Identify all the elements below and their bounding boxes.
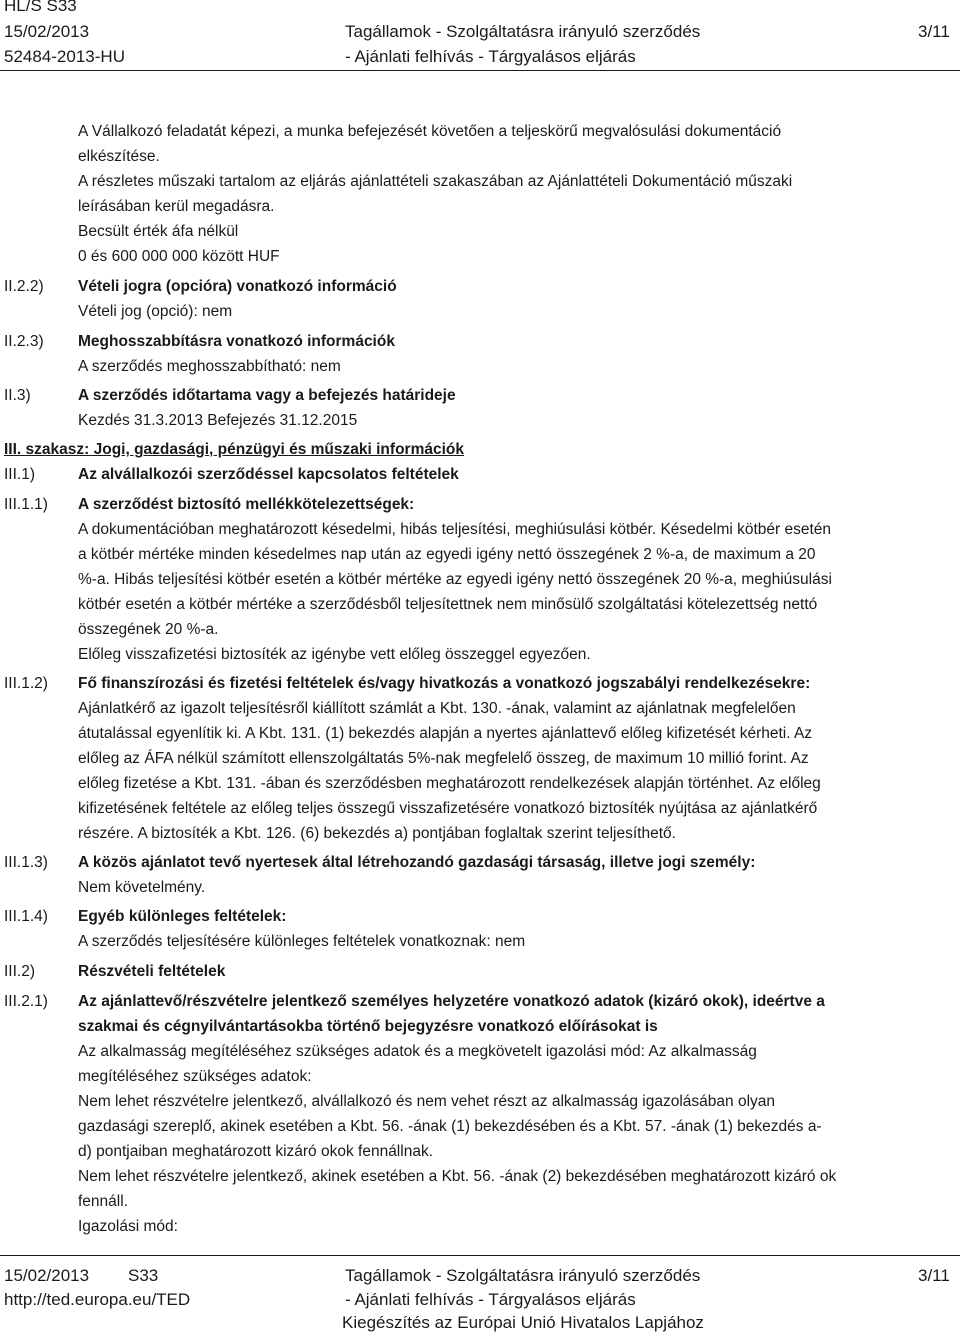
section-text: kötbér esetén a kötbér mértéke a szerződésből teljesítettnek nem minősülő szolgáltatási kötelezettség nettó (78, 596, 818, 613)
section-title: Egyéb különleges feltételek: (78, 908, 287, 925)
section-text: átutalással egyenlítik ki. A Kbt. 131. (1) bekezdés alapján a nyertes ajánlattevő előleg kifizetését kérheti. Az (78, 725, 813, 742)
section-number: III.1.4) (4, 908, 48, 925)
footer-title-line3: Kiegészítés az Európai Unió Hivatalos Lapjához (342, 1313, 704, 1332)
estimate-value: 0 és 600 000 000 között HUF (78, 248, 280, 265)
header-title-line1: Tagállamok - Szolgáltatásra irányuló szerződés (345, 22, 701, 41)
section-number: III.1) (4, 466, 36, 483)
section-text: A dokumentációban meghatározott késedelmi, hibás teljesítési, meghiúsulási kötbér. Késedelmi kötbér esetén (78, 521, 832, 538)
footer-page: 3/11 (918, 1266, 950, 1285)
section-number: III.1.1) (4, 496, 48, 513)
paragraph-line: A részletes műszaki tartalom az eljárás ajánlattételi szakaszában az Ajánlattételi Dokumentáció műszaki (78, 173, 793, 190)
section-text: összegének 20 %-a. (78, 621, 219, 638)
footer-title-line1: Tagállamok - Szolgáltatásra irányuló szerződés (345, 1266, 701, 1285)
section-number: III.2) (4, 963, 36, 980)
section-text: Ajánlatkérő az igazolt teljesítésről kiállított számlát a Kbt. 130. -ának, valamint az ajánlatnak megfelelően (78, 700, 796, 717)
paragraph-line: leírásában kerül megadásra. (78, 198, 275, 215)
footer-divider (0, 1255, 960, 1256)
section-text: előleg fizetése a Kbt. 131. -ában és szerződésben meghatározott rendelkezések alapján történhet. Az előleg (78, 775, 821, 792)
section-text: Igazolási mód: (78, 1218, 178, 1235)
part-heading: III. szakasz: Jogi, gazdasági, pénzügyi és műszaki információk (4, 441, 464, 458)
section-title: Részvételi feltételek (78, 963, 226, 980)
section-text: Az alkalmasság megítéléséhez szükséges adatok és a megkövetelt igazolási mód: Az alkalmasság (78, 1043, 757, 1060)
section-text: gazdasági szereplő, akinek esetében a Kbt. 56. -ának (1) bekezdésében és a Kbt. 57. -ának (1) bekezdés a- (78, 1118, 822, 1135)
header-title-line2: - Ajánlati felhívás - Tárgyalásos eljárás (345, 47, 636, 66)
section-text: előleg az ÁFA nélkül számított ellenszolgáltatás 5%-nak megfelelő összeg, de maximum 10 millió forint. Az (78, 750, 809, 767)
paragraph-line: A Vállalkozó feladatát képezi, a munka befejezését követően a teljeskörű megvalósulási dokumentáció (78, 123, 782, 140)
section-text: fennáll. (78, 1193, 128, 1210)
footer-title-line2: - Ajánlati felhívás - Tárgyalásos eljárás (345, 1290, 636, 1309)
section-text: Nem követelmény. (78, 879, 206, 896)
section-title: Meghosszabbításra vonatkozó információk (78, 333, 395, 350)
section-text: Előleg visszafizetési biztosíték az igénybe vett előleg összeggel egyezően. (78, 646, 591, 663)
section-number: II.2.2) (4, 278, 44, 295)
footer-series: S33 (128, 1266, 159, 1285)
section-number: II.3) (4, 387, 31, 404)
header-date: 15/02/2013 (4, 22, 90, 41)
section-number: III.1.3) (4, 854, 48, 871)
section-text: Vételi jog (opció): nem (78, 303, 233, 320)
section-number: III.2.1) (4, 993, 48, 1010)
section-text: a kötbér mértéke minden késedelmes nap után az egyedi igény nettó összegének 2 %-a, de maximum a 20 (78, 546, 816, 563)
section-title: Az ajánlattevő/részvételre jelentkező személyes helyzetére vonatkozó adatok (kizáró okok), ideértve a (78, 993, 825, 1010)
section-title: A szerződést biztosító mellékkötelezettségek: (78, 496, 415, 513)
header-page: 3/11 (918, 22, 950, 41)
section-text: részére. A biztosíték a Kbt. 126. (6) bekezdés a) pontjában foglaltak szerint teljesíthető. (78, 825, 676, 842)
header-divider (0, 70, 960, 71)
section-number: III.1.2) (4, 675, 48, 692)
section-text: d) pontjaiban meghatározott kizáró okok fennállnak. (78, 1143, 433, 1160)
section-text: megítéléséhez szükséges adatok: (78, 1068, 312, 1085)
section-text: A szerződés teljesítésére különleges feltételek vonatkoznak: nem (78, 933, 526, 950)
section-title: Vételi jogra (opcióra) vonatkozó információ (78, 278, 397, 295)
section-text: Nem lehet részvételre jelentkező, alvállalkozó és nem vehet részt az alkalmasság igazolásában olyan (78, 1093, 776, 1110)
footer-url[interactable]: http://ted.europa.eu/TED (4, 1290, 191, 1309)
section-title: A szerződés időtartama vagy a befejezés határideje (78, 387, 456, 404)
section-title: Az alvállalkozói szerződéssel kapcsolatos feltételek (78, 466, 459, 483)
section-text: %-a. Hibás teljesítési kötbér esetén a kötbér mértéke az egyedi igény nettó összegének 20 %-a, meghiúsulási (78, 571, 832, 588)
footer-date: 15/02/2013 (4, 1266, 90, 1285)
section-title: szakmai és cégnyilvántartásokba történő bejegyzésre vonatkozó előírásokat is (78, 1018, 658, 1035)
section-text: Kezdés 31.3.2013 Befejezés 31.12.2015 (78, 412, 358, 429)
section-title: Fő finanszírozási és fizetési feltételek és/vagy hivatkozás a vonatkozó jogszabályi rendelkezésekre: (78, 675, 811, 692)
section-text: A szerződés meghosszabbítható: nem (78, 358, 341, 375)
paragraph-line: elkészítése. (78, 148, 160, 165)
section-text: Nem lehet részvételre jelentkező, akinek esetében a Kbt. 56. -ának (2) bekezdésében meghatározott kizáró ok (78, 1168, 837, 1185)
notice-number: 52484-2013-HU (4, 47, 125, 66)
estimate-label: Becsült érték áfa nélkül (78, 223, 239, 240)
section-text: kifizetésének feltétele az előleg teljes összegű visszafizetésére vonatkozó biztosíték nyújtása az ajánlatkérő (78, 800, 818, 817)
section-number: II.2.3) (4, 333, 44, 350)
section-title: A közös ajánlatot tevő nyertesek által létrehozandó gazdasági társaság, illetve jogi személy: (78, 854, 756, 871)
doc-id: HL/S S33 (4, 0, 77, 15)
